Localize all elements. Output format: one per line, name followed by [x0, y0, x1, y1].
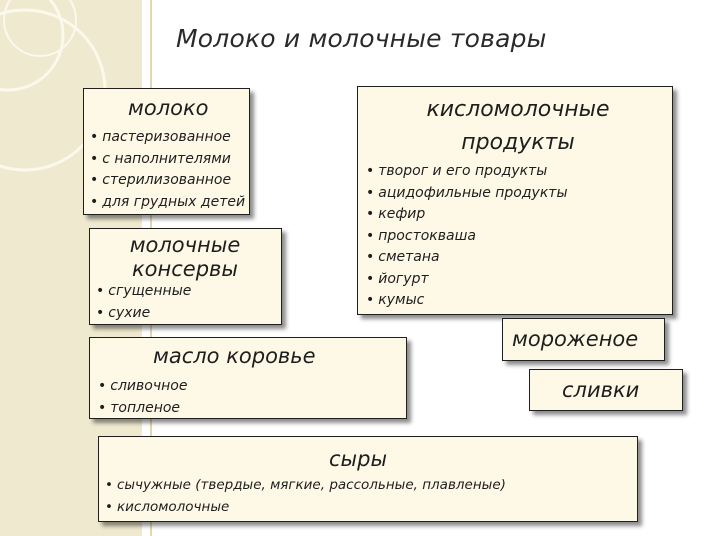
- butter-list: [98, 376, 187, 419]
- cheese-heading: сыры: [329, 447, 388, 471]
- list-item: • сычужные (твердые, мягкие, рассольные, плавленые): [105, 475, 506, 497]
- list-item: • творог и его продукты: [366, 161, 568, 183]
- canned-heading: молочные консервы: [129, 233, 241, 281]
- list-item: • с наполнителями: [90, 149, 245, 171]
- cream-box: [529, 369, 683, 411]
- milk-heading: молоко: [128, 96, 209, 120]
- list-item: • пастеризованное: [90, 127, 245, 149]
- butter-box: [89, 337, 407, 419]
- canned-list: [96, 281, 191, 324]
- cheese-box: [98, 436, 638, 522]
- list-item: • сметана: [366, 247, 568, 269]
- icecream-box: [502, 318, 665, 361]
- list-item: • стерилизованное: [90, 170, 245, 192]
- icecream-heading: мороженое: [512, 327, 639, 351]
- list-item: • кисломолочные: [105, 497, 506, 519]
- list-item: • для грудных детей: [90, 192, 245, 214]
- cream-heading: сливки: [562, 378, 640, 402]
- butter-heading: масло коровье: [153, 344, 316, 368]
- list-item: • топленое: [98, 398, 187, 420]
- list-item: • сухие: [96, 303, 191, 325]
- canned-milk-box: [89, 228, 282, 325]
- fermented-heading: кисломолочные продукты: [426, 97, 610, 155]
- list-item: • йогурт: [366, 269, 568, 291]
- list-item: • сгущенные: [96, 281, 191, 303]
- list-item: • кефир: [366, 204, 568, 226]
- list-item: • простокваша: [366, 226, 568, 248]
- list-item: • ацидофильные продукты: [366, 183, 568, 205]
- cheese-list: [105, 475, 506, 518]
- fermented-products-box: [357, 86, 673, 315]
- milk-box: [83, 88, 250, 215]
- milk-list: [90, 127, 245, 213]
- list-item: • кумыс: [366, 290, 568, 312]
- list-item: • сливочное: [98, 376, 187, 398]
- page-title: Молоко и молочные товары: [176, 24, 547, 53]
- fermented-list: [366, 161, 568, 312]
